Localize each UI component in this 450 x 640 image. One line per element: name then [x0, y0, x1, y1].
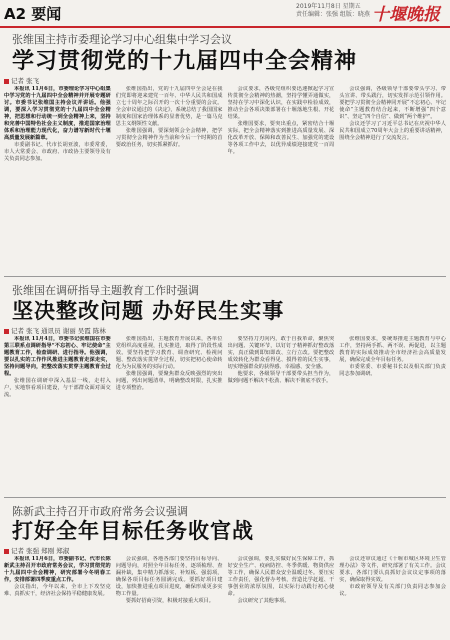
article-1-byline: 记者 张飞	[4, 76, 39, 85]
section-divider	[4, 497, 446, 498]
article-3-column: 会议强调，要扎实做好民生保障工作，抓好安全生产、疫病防控、冬季供暖、物资供应等工作，确保人民群众安全温暖过冬。要压实工作责任，强化督办考核，营造比学赶超、干事创业的浓厚氛围，以实际行动践行初心使命。 会议研究了其他事项。	[227, 556, 335, 604]
article-3-byline: 记者 张强 郑刚 郑淑	[4, 546, 69, 555]
article-2-column: 张维国要求，要统筹推进主题教育与中心工作，坚持两手抓、两不误、两促进，以主题教育的实际成效推动全市经济社会高质量发展，确保完成全年目标任务。 市委常委、市委秘书长以及相关部门负责同志参加调研。	[339, 336, 446, 377]
section-divider	[4, 276, 446, 277]
article-3-body	[4, 556, 446, 638]
article-3-column: 本报讯 11月6日，市委副书记、代市长陈新武主持召开市政府常务会议，学习贯彻党的十九届四中全会精神，研究部署今冬明春工作，安排部署四季度重点工作。 会议指出，今年以来，全市上下攻坚克难、真抓实干，经济社会保持平稳健康发展。	[4, 556, 111, 597]
byline-marker-icon	[4, 549, 9, 554]
article-1-kicker: 张维国主持市委理论学习中心组集中学习会议	[12, 33, 232, 46]
article-3-column: 会议强调，各地各部门要坚持目标导向、问题导向，对照全年目标任务，逐项梳理、查漏补缺，集中精力抓落实、补短板、强弱项，确保各项目标任务圆满完成。要抓好项目建设，加快推进重点项目进度，确保形成更多实物工作量。 要抓好招商引资，积极对接重大项目。	[115, 556, 223, 604]
page-header	[0, 0, 450, 28]
article-3-headline[interactable]: 打好全年目标任务收官战	[12, 519, 254, 543]
article-3-column: 会议还审议通过《十堰市城区环境卫生管理办法》等文件，研究部署了有关工作。会议要求，各部门要认真抓好会议议定事项的落实，确保取得实效。 市政府领导及有关部门负责同志参加会议。	[339, 556, 446, 597]
article-3-kicker: 陈新武主持召开市政府常务会议强调	[12, 505, 188, 518]
byline-marker-icon	[4, 79, 9, 84]
byline-marker-icon	[4, 329, 9, 334]
issue-date: 2019年11月8日 星期五	[296, 3, 361, 10]
article-1-column: 本报讯 11月6日，市委理论学习中心组集中学习党的十九届四中全会精神并开展专题研讨。市委书记张维国主持会议并讲话。他强调，要深入学习贯彻党的十九届四中全会精神，把思想和行动统一到全会精神上来，坚持和完善中国特色社会主义制度，推进国家治理体系和治理能力现代化，奋力谱写新时代十堰高质量发展新篇章。 市委副书记、代市长胡亚波，市委常委，市人大常委会、市政府、市政协主要领导及有关负责同志参加。	[4, 86, 111, 162]
newspaper-masthead-logo: 十堰晚报	[372, 5, 440, 25]
article-2-body	[4, 336, 446, 492]
article-2-headline[interactable]: 坚决整改问题 办好民生实事	[12, 299, 285, 323]
article-1-column: 张维国指出，党的十九届四中全会是在我们党即将迎来建党一百年、中华人民共和国成立七十周年之际召开的一次十分重要的会议。全会审议通过的《决定》，系统总结了我国国家制度和国家治理体系的显著优势，是一篇马克思主义纲领性文献。 张维国强调，要深刻领会全会精神，把学习贯彻全会精神作为当前和今后一个时期的首要政治任务，切实抓紧抓好。	[115, 86, 223, 148]
article-1-body	[4, 86, 446, 270]
editor-credit: 责任编辑：张强 组版：晓燕	[296, 11, 370, 18]
article-2-column: 张维国指出，主题教育开展以来，各单位党组织高度重视，扎实推进，取得了阶段性成效。要坚持把学习教育、调查研究、检视问题、整改落实贯穿全过程，切实把初心使命转化为为民服务的实际行动。 张维国强调，要聚焦群众反映强烈的突出问题，列出问题清单，明确整改时限，扎实推进专项整治。	[115, 336, 223, 391]
article-2-kicker: 张维国在调研指导主题教育工作时强调	[12, 284, 199, 297]
article-2-column: 本报讯 11月4日，市委书记张维国在市委第三联系点调研指导“不忘初心、牢记使命”主题教育工作，检查调研、进行指导。他强调，要以扎实的工作作风推进主题教育走深走实，坚持问题导向，把整改落实贯穿主题教育全过程。 张维国在调研中深入基层一线，走村入户，实地察看项目建设，与干部群众面对面交流。	[4, 336, 111, 398]
article-1-headline[interactable]: 学习贯彻党的十九届四中全会精神	[12, 49, 358, 74]
article-1-column: 会议强调，各级领导干部要带头学习、带头宣讲、带头践行，切实发挥示范引领作用。要把学习贯彻全会精神同开展“不忘初心、牢记使命”主题教育结合起来，不断增强“四个意识”、坚定“四个自信”、做到“两个维护”。 会议还学习了习近平总书记在庆祝中华人民共和国成立70周年大会上的重要讲话精神，围绕全会精神进行了交流发言。	[339, 86, 446, 141]
article-1-column: 会议要求，各级党组织要迅速掀起学习宣传贯彻全会精神的热潮，坚持学懂弄通做实，坚持在学习中深化认识，在实践中检验成效，推动全会各项决策部署在十堰落地生根、开花结果。 张维国要求，要突出重点，紧密结合十堰实际，把全会精神落实到推进高质量发展、深化改革开放、保障和改善民生、加强党的建设等各项工作中去，以优异成绩迎接建党一百周年。	[227, 86, 335, 155]
article-2-byline: 记者 张飞 通讯员 谢丽 吴霞 陈林	[4, 326, 106, 335]
page-meta	[296, 3, 376, 19]
page-number: A2 要闻	[4, 5, 62, 23]
article-2-column: 要坚持刀刃向内，敢于自我革命，聚焦突出问题、关键环节，以钉钉子精神抓好整改落实，真正做到即知即改、立行立改。要把整改成效转化为群众看得见、摸得着的民生实事，切实增强群众的获得感、幸福感、安全感。 他要求，各级领导干部要带头担当作为，做到问题不解决不松劲、解决不彻底不放手。	[227, 336, 335, 384]
